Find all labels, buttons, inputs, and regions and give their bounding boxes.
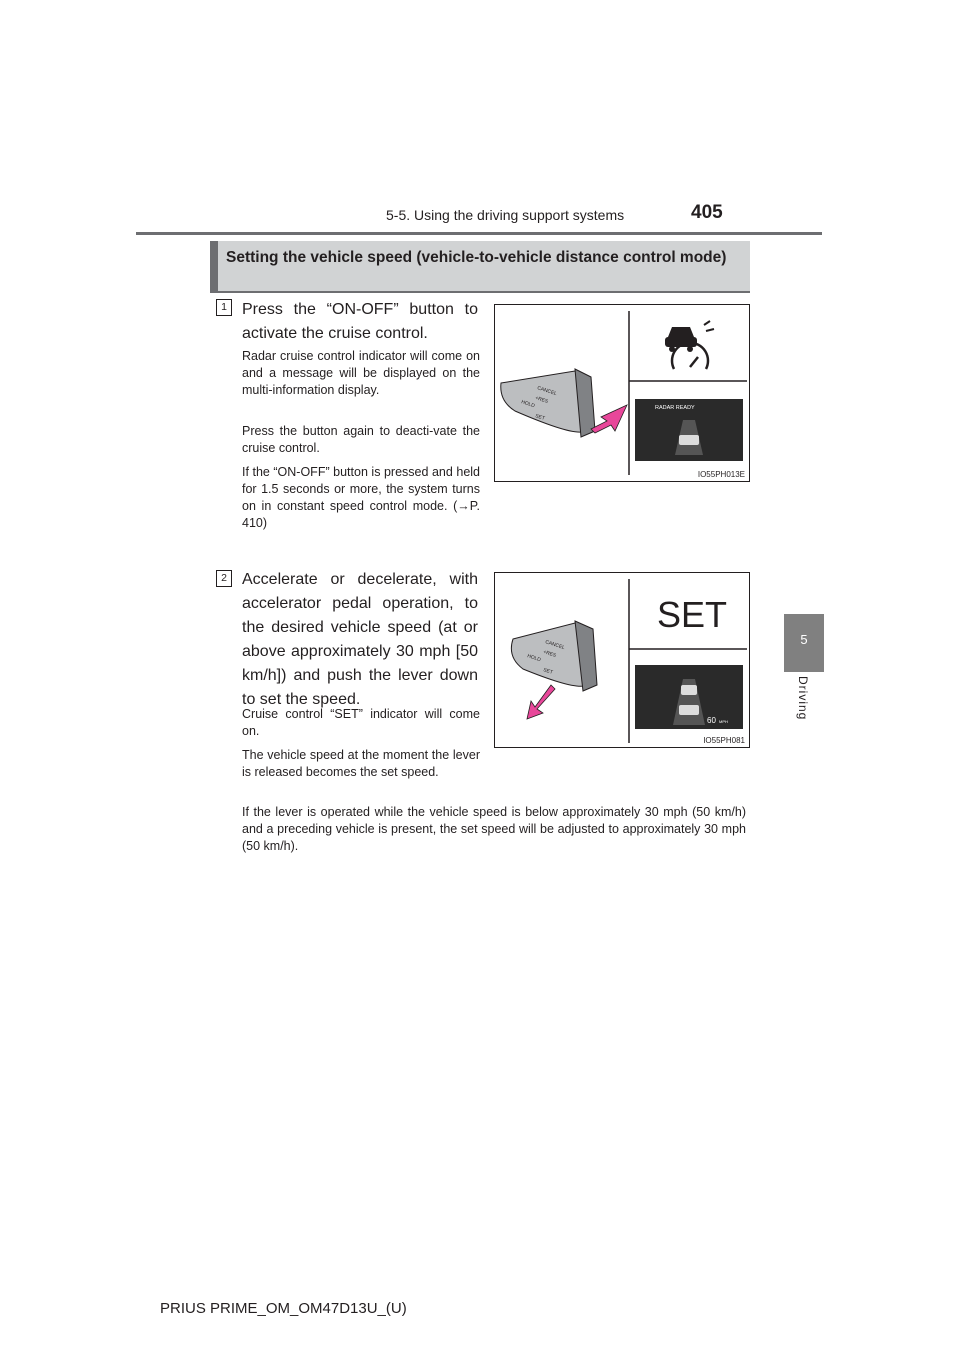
svg-text:+RES: +RES <box>542 649 557 659</box>
set-indicator: SET <box>657 594 728 635</box>
chapter-label: Driving <box>796 676 810 721</box>
figure-step-2-drawing <box>495 573 749 747</box>
step-1-note-2: Press the button again to deacti-vate the cruise control. <box>242 424 480 455</box>
svg-text:HOLD: HOLD <box>526 653 542 664</box>
figure-step-2 <box>494 572 750 748</box>
svg-text:+RES: +RES <box>534 395 549 405</box>
cruise-control-lever <box>501 369 595 437</box>
display-message: RADAR READY <box>655 405 695 411</box>
svg-text:SET: SET <box>542 667 554 676</box>
figure-code-1: IO55PH013E <box>697 470 745 479</box>
radar-cruise-indicator-icon <box>665 321 714 369</box>
figure-code-2: IO55PH081 <box>703 736 745 745</box>
step-2-note-2: The vehicle speed at the moment the lever is released becomes the set speed. <box>242 748 480 779</box>
step-1-instruction: Press the “ON-OFF” button to activate the cruise control. <box>242 301 478 342</box>
figure-step-1-drawing <box>495 305 749 481</box>
step-2-note-1: Cruise control “SET” indicator will come on. <box>242 707 480 738</box>
set-speed-value: 60 <box>707 716 716 725</box>
set-speed-unit: MPH <box>719 719 728 724</box>
svg-text:CANCEL: CANCEL <box>536 385 558 398</box>
step-2-note-wide: If the lever is operated while the vehicle speed is below approximately 30 mph (50 km/h) and a preceding vehicle is present, the set speed will be adjusted to approximately 30 mph (50 km/h). <box>242 805 746 853</box>
section-heading: Setting the vehicle speed (vehicle-to-vehicle distance control mode) <box>226 249 727 266</box>
cruise-control-lever <box>511 621 597 691</box>
svg-text:CANCEL: CANCEL <box>544 639 566 652</box>
section-title: 5-5. Using the driving support systems <box>386 207 625 223</box>
press-arrow-icon <box>591 405 627 433</box>
page-number: 405 <box>691 202 723 223</box>
figure-step-1 <box>494 304 750 482</box>
step-number-2: 2 <box>216 570 232 587</box>
step-1-note-1: Radar cruise control indicator will come on and a message will be displayed on the multi-information display. <box>242 349 480 397</box>
section-heading-bar <box>210 241 218 293</box>
step-1-note-3: If the “ON-OFF” button is pressed and held for 1.5 seconds or more, the system turns on in constant speed control mode. (→P. 410) <box>242 465 480 530</box>
step-2-instruction: Accelerate or decelerate, with accelerator pedal operation, to the desired vehicle speed (at or above approximately 30 mph [50 km/h]) and push the lever down to set the speed. <box>242 571 478 708</box>
svg-text:HOLD: HOLD <box>520 399 536 410</box>
svg-text:SET: SET <box>534 413 546 422</box>
chapter-number: 5 <box>800 632 808 647</box>
footer-model-code: PRIUS PRIME_OM_OM47D13U_(U) <box>160 1300 407 1317</box>
header-rule <box>136 232 822 235</box>
step-number-1: 1 <box>216 299 232 316</box>
push-down-arrow-icon <box>527 685 555 719</box>
